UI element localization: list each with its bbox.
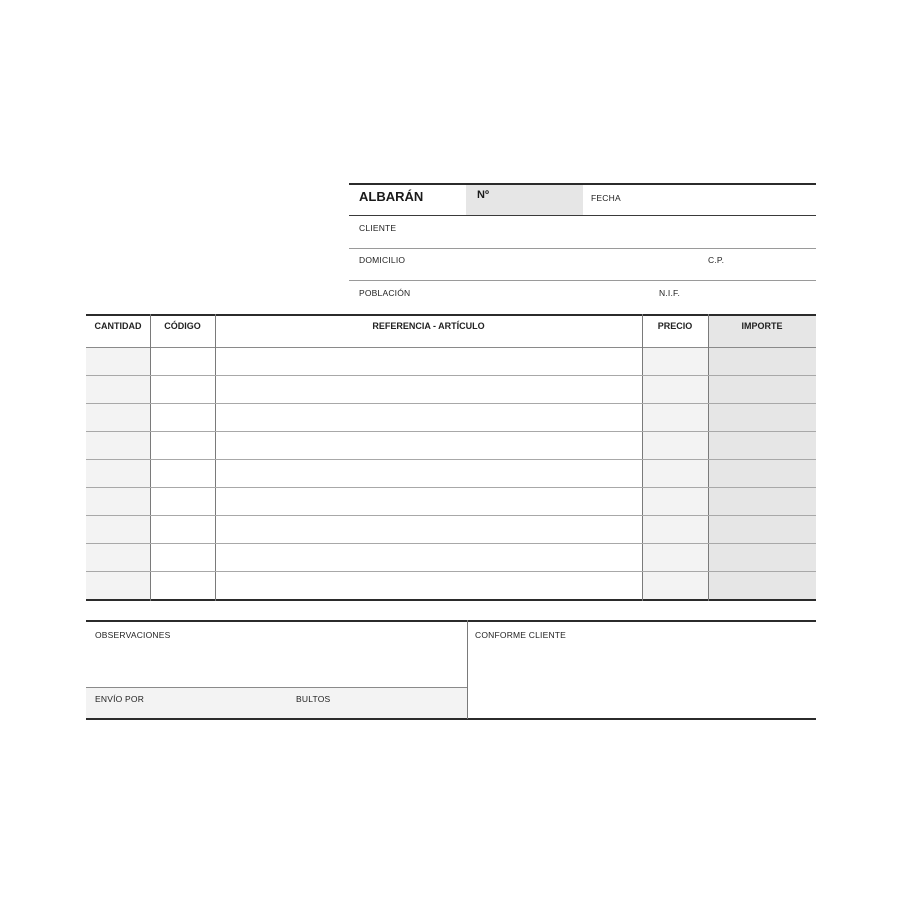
- table-row[interactable]: [86, 515, 816, 543]
- column-header-code: CÓDIGO: [164, 321, 201, 331]
- table-bottom-rule: [86, 599, 816, 601]
- header-rule-2: [349, 248, 816, 249]
- date-label: FECHA: [591, 193, 621, 203]
- address-label: DOMICILIO: [359, 255, 406, 265]
- header-rule-1: [349, 215, 816, 216]
- table-row[interactable]: [86, 431, 816, 459]
- footer-bottom-rule: [86, 718, 816, 720]
- footer-block: [86, 620, 816, 720]
- table-row[interactable]: [86, 543, 816, 571]
- footer-top-rule: [86, 620, 816, 622]
- table-row[interactable]: [86, 459, 816, 487]
- table-row[interactable]: [86, 403, 816, 431]
- client-approval-label: CONFORME CLIENTE: [475, 630, 567, 640]
- table-row[interactable]: [86, 347, 816, 375]
- header-top-rule: [349, 183, 816, 185]
- header-rule-3: [349, 280, 816, 281]
- packages-label: BULTOS: [296, 694, 331, 704]
- shipping-label: ENVÍO POR: [95, 694, 145, 704]
- items-table: [86, 314, 816, 601]
- table-top-rule: [86, 314, 816, 316]
- table-row[interactable]: [86, 375, 816, 403]
- number-label: Nº: [477, 189, 489, 201]
- client-label: CLIENTE: [359, 223, 397, 233]
- observations-label: OBSERVACIONES: [95, 630, 171, 640]
- table-row[interactable]: [86, 487, 816, 515]
- column-header-amount: IMPORTE: [741, 321, 783, 331]
- tax-id-label: N.I.F.: [659, 288, 681, 298]
- document-title: ALBARÁN: [359, 189, 424, 204]
- footer-mid-rule: [86, 687, 467, 688]
- column-header-quantity: CANTIDAD: [94, 321, 142, 331]
- delivery-note-header: [349, 183, 816, 315]
- footer-divider: [467, 620, 468, 719]
- column-header-price: PRECIO: [657, 321, 693, 331]
- column-header-reference: REFERENCIA - ARTÍCULO: [372, 321, 485, 331]
- table-row[interactable]: [86, 571, 816, 599]
- city-label: POBLACIÓN: [359, 288, 411, 298]
- postal-code-label: C.P.: [708, 255, 725, 265]
